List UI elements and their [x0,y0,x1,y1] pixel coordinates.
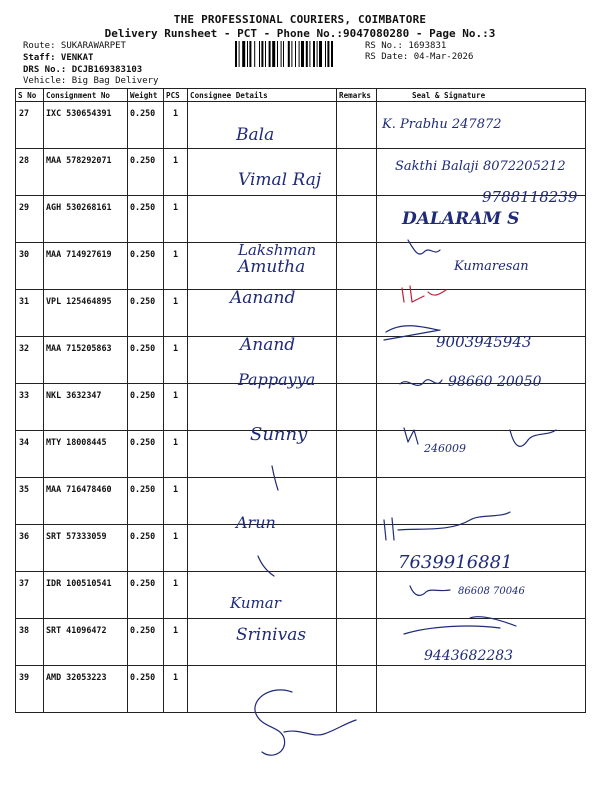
runsheet-title: THE PROFESSIONAL COURIERS, COIMBATORE [173,13,427,26]
cell-consignment: IDR 100510541 [44,572,128,619]
cell-remarks [337,337,377,384]
col-pcs: PCS [164,89,188,102]
cell-consignment: AGH 530268161 [44,196,128,243]
cell-pcs: 1 [164,619,188,666]
cell-consignee [188,666,337,713]
cell-consignment: NKL 3632347 [44,384,128,431]
cell-consignee [188,478,337,525]
cell-sno: 35 [16,478,44,525]
cell-consignment: AMD 32053223 [44,666,128,713]
cell-pcs: 1 [164,478,188,525]
table-row [16,290,586,337]
staff-label: Staff: VENKAT [23,53,94,63]
runsheet-subtitle: Delivery Runsheet - PCT - Phone No.:9047080280 - Page No.:3 [104,27,496,40]
handwritten-name: Aanand [230,288,296,308]
cell-pcs: 1 [164,666,188,713]
rs-date: RS Date: 04-Mar-2026 [365,52,474,62]
cell-sno: 30 [16,243,44,290]
cell-remarks [337,431,377,478]
cell-consignee [188,149,337,196]
cell-signature [377,666,586,713]
col-seal-signature: Seal & Signature [377,89,586,102]
cell-signature [377,196,586,243]
barcode-icon [235,41,359,67]
cell-signature [377,525,586,572]
cell-sno: 27 [16,102,44,149]
handwritten-signature: Sakthi Balaji 8072205212 [395,159,566,174]
table-row [16,666,586,713]
handwritten-name: Sunny [250,424,308,445]
cell-weight: 0.250 [128,384,164,431]
table-row [16,243,586,290]
cell-weight: 0.250 [128,196,164,243]
col-remarks: Remarks [337,89,377,102]
cell-consignment: MTY 18008445 [44,431,128,478]
cell-consignment: SRT 57333059 [44,525,128,572]
cell-consignee [188,290,337,337]
vehicle-label: Vehicle: Big Bag Delivery [23,76,159,86]
cell-pcs: 1 [164,384,188,431]
cell-consignment: MAA 578292071 [44,149,128,196]
cell-consignment: IXC 530654391 [44,102,128,149]
cell-pcs: 1 [164,337,188,384]
cell-weight: 0.250 [128,337,164,384]
cell-pcs: 1 [164,572,188,619]
cell-remarks [337,619,377,666]
table-row [16,572,586,619]
cell-sno: 28 [16,149,44,196]
handwritten-name: Vimal Raj [238,170,322,190]
cell-remarks [337,290,377,337]
route-label: Route: SUKARAWARPET [23,41,126,51]
cell-sno: 39 [16,666,44,713]
cell-pcs: 1 [164,290,188,337]
cell-pcs: 1 [164,525,188,572]
runsheet-table [15,88,586,713]
table-row [16,525,586,572]
cell-weight: 0.250 [128,102,164,149]
cell-consignment: VPL 125464895 [44,290,128,337]
cell-sno: 32 [16,337,44,384]
cell-consignee [188,525,337,572]
handwritten-name: Lakshman [238,241,317,259]
cell-consignment: MAA 715205863 [44,337,128,384]
cell-weight: 0.250 [128,525,164,572]
handwritten-signature: Kumaresan [454,259,529,274]
cell-consignee [188,243,337,290]
cell-signature [377,337,586,384]
col-consignee: Consignee Details [188,89,337,102]
cell-pcs: 1 [164,431,188,478]
cell-sno: 33 [16,384,44,431]
cell-remarks [337,243,377,290]
handwritten-signature: 9788118239 [482,188,578,206]
handwritten-name: Pappayya [238,370,316,389]
cell-signature [377,431,586,478]
handwritten-signature: 86608 70046 [458,586,525,597]
table-row [16,384,586,431]
cell-weight: 0.250 [128,290,164,337]
cell-remarks [337,478,377,525]
cell-pcs: 1 [164,149,188,196]
handwritten-signature: 246009 [424,442,466,455]
col-weight: Weight [128,89,164,102]
cell-weight: 0.250 [128,478,164,525]
cell-consignee [188,431,337,478]
cell-signature [377,243,586,290]
cell-signature [377,290,586,337]
cell-remarks [337,102,377,149]
handwritten-name: Bala [236,125,275,145]
cell-weight: 0.250 [128,243,164,290]
cell-sno: 36 [16,525,44,572]
cell-consignment: SRT 41096472 [44,619,128,666]
rs-number: RS No.: 1693831 [365,41,447,51]
cell-sno: 37 [16,572,44,619]
col-sno: S No [16,89,44,102]
cell-consignee [188,619,337,666]
table-row [16,149,586,196]
cell-consignee [188,572,337,619]
cell-remarks [337,525,377,572]
cell-weight: 0.250 [128,149,164,196]
table-row [16,102,586,149]
cell-remarks [337,149,377,196]
cell-weight: 0.250 [128,572,164,619]
cell-remarks [337,572,377,619]
table-row [16,196,586,243]
cell-consignee [188,384,337,431]
handwritten-name: Amutha [238,257,306,277]
cell-signature [377,149,586,196]
cell-pcs: 1 [164,102,188,149]
handwritten-signature: 7639916881 [398,552,513,573]
table-row [16,619,586,666]
cell-pcs: 1 [164,243,188,290]
handwritten-name: Kumar [230,594,281,612]
table-row [16,337,586,384]
cell-signature [377,478,586,525]
handwritten-signature: 98660 20050 [448,374,542,390]
cell-signature [377,619,586,666]
cell-sno: 38 [16,619,44,666]
handwritten-signature: DALARAM S [402,209,520,229]
cell-consignment: MAA 714927619 [44,243,128,290]
cell-weight: 0.250 [128,619,164,666]
cell-remarks [337,384,377,431]
cell-consignee [188,337,337,384]
cell-remarks [337,196,377,243]
cell-pcs: 1 [164,196,188,243]
table-row [16,431,586,478]
cell-remarks [337,666,377,713]
cell-consignee [188,102,337,149]
cell-consignment: MAA 716478460 [44,478,128,525]
cell-signature [377,572,586,619]
cell-weight: 0.250 [128,431,164,478]
handwritten-name: Anand [240,335,296,355]
handwritten-name: Srinivas [236,625,307,645]
cell-sno: 29 [16,196,44,243]
cell-sno: 34 [16,431,44,478]
handwritten-signature: 9443682283 [424,648,514,664]
table-header-row [16,89,586,102]
handwritten-name: Arun [236,513,276,532]
cell-sno: 31 [16,290,44,337]
cell-signature [377,102,586,149]
handwritten-signature: 9003945943 [436,333,532,351]
handwritten-signature: K. Prabhu 247872 [382,117,502,132]
col-consignment: Consignment No [44,89,128,102]
cell-signature [377,384,586,431]
cell-consignee [188,196,337,243]
drs-label: DRS No.: DCJB169383103 [23,65,143,75]
cell-weight: 0.250 [128,666,164,713]
table-row [16,478,586,525]
